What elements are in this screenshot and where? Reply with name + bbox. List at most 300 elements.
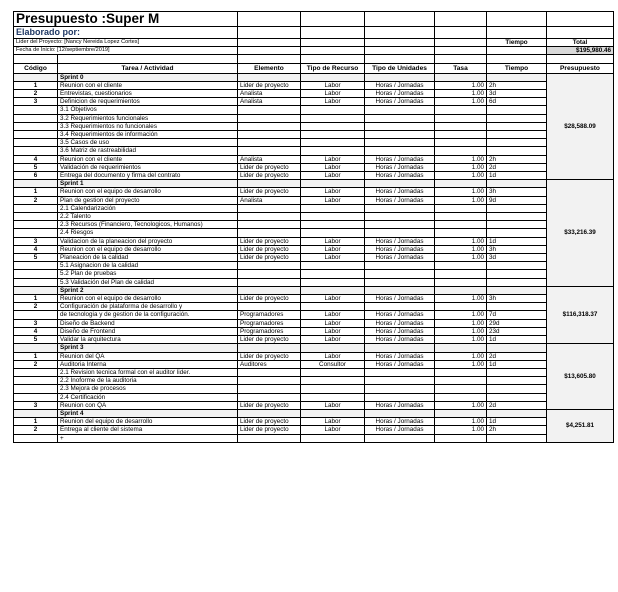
cell-tasa: 1.00: [435, 155, 487, 163]
cell-tipo-recurso: [301, 377, 365, 385]
cell-tarea: Validar la arquitectura: [58, 336, 238, 344]
cell-tarea: 3.4 Requerimientos de información: [58, 131, 238, 139]
cell-tipo-unidades: Horas / Jornadas: [365, 98, 435, 106]
table-row: [14, 221, 614, 229]
table-row: [14, 377, 614, 385]
cell-tarea: 2.2 Talento: [58, 213, 238, 221]
cell-tarea: Validación de requerimientos: [58, 163, 238, 171]
cell-codigo: 1: [14, 295, 58, 303]
cell-elemento: Lider de proyecto: [238, 172, 301, 180]
cell-codigo: [14, 106, 58, 114]
cell-tarea: Definicion de requerimientos: [58, 98, 238, 106]
cell-tasa: 1.00: [435, 163, 487, 171]
cell-tasa: 1.00: [435, 418, 487, 426]
fecha-row: [14, 47, 614, 55]
cell-tipo-recurso: Labor: [301, 336, 365, 344]
cell-tarea: 3.1 Objetivos: [58, 106, 238, 114]
cell-codigo: 2: [14, 426, 58, 434]
cell-tipo-recurso: Labor: [301, 172, 365, 180]
cell-tasa: 1.00: [435, 426, 487, 434]
cell-tasa: 1.00: [435, 172, 487, 180]
cell-tipo-recurso: [301, 393, 365, 401]
cell-tipo-unidades: [365, 122, 435, 130]
page-title: Presupuesto :Super M: [14, 12, 238, 27]
cell-elemento: [238, 213, 301, 221]
cell-codigo: [14, 122, 58, 130]
cell-elemento: [238, 139, 301, 147]
cell-tipo-recurso: Labor: [301, 90, 365, 98]
cell-tipo-unidades: [365, 278, 435, 286]
cell-tipo-recurso: Labor: [301, 327, 365, 335]
cell-tarea: Configuración de plataforma de desarrollo y: [58, 303, 238, 311]
cell-tarea: 2.3 Recursos (Financiero, Tecnologicos, Humanos): [58, 221, 238, 229]
table-row: [14, 336, 614, 344]
col-tipo-unidades: Tipo de Unidades: [365, 63, 435, 73]
cell-tasa: [435, 106, 487, 114]
cell-tiempo: [487, 221, 547, 229]
cell-tiempo: [487, 122, 547, 130]
cell-codigo: 3: [14, 237, 58, 245]
cell-tarea: Reunion con el equipo de desarrollo: [58, 188, 238, 196]
cell-codigo: 2: [14, 90, 58, 98]
cell-elemento: [238, 377, 301, 385]
cell-tipo-unidades: [365, 204, 435, 212]
col-elemento: Elemento: [238, 63, 301, 73]
title-row: [14, 12, 614, 27]
cell-codigo: [14, 262, 58, 270]
cell-tipo-recurso: [301, 106, 365, 114]
cell-elemento: [238, 147, 301, 155]
cell-codigo: 1: [14, 81, 58, 89]
cell-elemento: Auditores: [238, 360, 301, 368]
cell-tiempo: [487, 278, 547, 286]
cell-tiempo: 1d: [487, 172, 547, 180]
cell-tasa: 1.00: [435, 352, 487, 360]
cell-codigo: 4: [14, 245, 58, 253]
cell-elemento: Programadores: [238, 319, 301, 327]
cell-tipo-recurso: [301, 131, 365, 139]
cell-elemento: Programadores: [238, 311, 301, 319]
cell-tarea: Entrega al cliente del sistema: [58, 426, 238, 434]
cell-tasa: 1.00: [435, 254, 487, 262]
cell-tiempo: [487, 139, 547, 147]
cell-tasa: [435, 204, 487, 212]
cell-elemento: [238, 368, 301, 376]
cell-elemento: [238, 122, 301, 130]
cell-tipo-recurso: Labor: [301, 295, 365, 303]
cell-tipo-recurso: [301, 221, 365, 229]
cell-tiempo: 2h: [487, 155, 547, 163]
sprint-name: Sprint 2: [58, 286, 238, 294]
cell-tipo-unidades: [365, 393, 435, 401]
sprint-budget: $28,588.09: [547, 73, 614, 180]
sprint-header-row: [14, 180, 614, 188]
cell-codigo: [14, 139, 58, 147]
cell-tipo-unidades: Horas / Jornadas: [365, 188, 435, 196]
cell-tarea: +: [58, 434, 238, 442]
cell-tipo-unidades: [365, 434, 435, 442]
elaborado-label: Elaborado por:: [14, 27, 238, 39]
cell-tarea: 2.4 Certificación: [58, 393, 238, 401]
cell-elemento: [238, 270, 301, 278]
cell-codigo: 5: [14, 336, 58, 344]
cell-tiempo: [487, 377, 547, 385]
cell-tasa: [435, 262, 487, 270]
cell-tasa: [435, 213, 487, 221]
cell-tipo-unidades: [365, 114, 435, 122]
cell-tasa: 1.00: [435, 90, 487, 98]
cell-tipo-unidades: Horas / Jornadas: [365, 237, 435, 245]
cell-tasa: 1.00: [435, 295, 487, 303]
cell-tipo-recurso: [301, 278, 365, 286]
table-row: [14, 278, 614, 286]
cell-codigo: 3: [14, 319, 58, 327]
table-row: [14, 155, 614, 163]
cell-tipo-unidades: Horas / Jornadas: [365, 327, 435, 335]
cell-elemento: [238, 106, 301, 114]
cell-tasa: [435, 229, 487, 237]
cell-tarea: 2.3 Mejora de procesos: [58, 385, 238, 393]
cell-tiempo: 3h: [487, 245, 547, 253]
cell-codigo: 5: [14, 163, 58, 171]
cell-tipo-unidades: Horas / Jornadas: [365, 352, 435, 360]
cell-elemento: [238, 221, 301, 229]
table-row: [14, 147, 614, 155]
cell-tipo-recurso: Labor: [301, 163, 365, 171]
table-row: [14, 393, 614, 401]
cell-elemento: Lider de proyecto: [238, 401, 301, 409]
table-row: [14, 188, 614, 196]
cell-tiempo: 2d: [487, 163, 547, 171]
cell-tipo-unidades: Horas / Jornadas: [365, 319, 435, 327]
table-row: [14, 114, 614, 122]
sprint-name: Sprint 0: [58, 73, 238, 81]
cell-tipo-unidades: Horas / Jornadas: [365, 401, 435, 409]
budget-sheet: [13, 11, 613, 443]
cell-tarea: 2.4 Riesgos: [58, 229, 238, 237]
table-row: [14, 360, 614, 368]
cell-codigo: [14, 204, 58, 212]
cell-elemento: [238, 262, 301, 270]
cell-tipo-unidades: [365, 270, 435, 278]
cell-codigo: [14, 393, 58, 401]
cell-tiempo: [487, 106, 547, 114]
cell-elemento: Lider de proyecto: [238, 418, 301, 426]
cell-tarea: Reunion del equipo de desarrollo: [58, 418, 238, 426]
cell-tipo-recurso: Labor: [301, 319, 365, 327]
cell-tasa: [435, 131, 487, 139]
cell-elemento: Analista: [238, 98, 301, 106]
cell-tipo-unidades: [365, 106, 435, 114]
cell-codigo: [14, 385, 58, 393]
cell-tiempo: 3d: [487, 254, 547, 262]
cell-elemento: [238, 131, 301, 139]
cell-tasa: [435, 122, 487, 130]
cell-elemento: Analista: [238, 196, 301, 204]
cell-codigo: 1: [14, 418, 58, 426]
cell-elemento: Lider de proyecto: [238, 254, 301, 262]
cell-tasa: [435, 147, 487, 155]
table-row: [14, 81, 614, 89]
sprint-name: Sprint 4: [58, 409, 238, 417]
cell-elemento: [238, 393, 301, 401]
cell-tipo-unidades: Horas / Jornadas: [365, 426, 435, 434]
cell-elemento: Lider de proyecto: [238, 188, 301, 196]
cell-tipo-unidades: Horas / Jornadas: [365, 196, 435, 204]
table-row: [14, 327, 614, 335]
table-row: [14, 196, 614, 204]
cell-tipo-recurso: [301, 229, 365, 237]
cell-tiempo: 29d: [487, 319, 547, 327]
cell-tipo-unidades: [365, 377, 435, 385]
sprint-budget: $13,605.80: [547, 344, 614, 410]
column-header-row: [14, 63, 614, 73]
cell-tiempo: 2d: [487, 401, 547, 409]
cell-tipo-unidades: [365, 147, 435, 155]
table-row: [14, 319, 614, 327]
cell-tiempo: 9d: [487, 196, 547, 204]
cell-tiempo: [487, 147, 547, 155]
cell-tipo-unidades: [365, 221, 435, 229]
table-row: [14, 237, 614, 245]
cell-elemento: [238, 278, 301, 286]
cell-codigo: 1: [14, 188, 58, 196]
fecha-inicio: Fecha de Inicio: [12/septiembre/2019]: [14, 47, 238, 55]
table-row: [14, 204, 614, 212]
cell-tiempo: [487, 368, 547, 376]
cell-tasa: [435, 278, 487, 286]
cell-codigo: [14, 278, 58, 286]
cell-tasa: [435, 221, 487, 229]
cell-tarea: de tecnologia y de gestion de la configuración.: [58, 311, 238, 319]
cell-tiempo: [487, 131, 547, 139]
col-codigo: Código: [14, 63, 58, 73]
cell-tarea: 3.2 Requerimientos funcionales: [58, 114, 238, 122]
cell-tarea: Diseño de Frontend: [58, 327, 238, 335]
cell-tipo-recurso: Labor: [301, 98, 365, 106]
cell-codigo: 3: [14, 401, 58, 409]
cell-codigo: 4: [14, 155, 58, 163]
cell-tarea: Reunion con el equipo de desarrollo: [58, 295, 238, 303]
lider-proyecto: Lider del Proyecto: [Nancy Nereida Lopez Cortes]: [14, 39, 238, 47]
cell-tiempo: [487, 270, 547, 278]
cell-tipo-recurso: [301, 147, 365, 155]
cell-tipo-unidades: Horas / Jornadas: [365, 418, 435, 426]
cell-tasa: [435, 139, 487, 147]
spacer-row: [14, 55, 614, 63]
cell-tasa: [435, 368, 487, 376]
cell-tiempo: 1d: [487, 336, 547, 344]
table-row: [14, 352, 614, 360]
sprint-header-row: [14, 73, 614, 81]
tiempo-label: Tiempo: [487, 39, 547, 47]
cell-tarea: Reunion con el cliente: [58, 155, 238, 163]
cell-tiempo: 2h: [487, 81, 547, 89]
cell-elemento: Analista: [238, 155, 301, 163]
col-tasa: Tasa: [435, 63, 487, 73]
cell-tipo-recurso: [301, 204, 365, 212]
cell-tarea: 5.1 Asignacion de la calidad: [58, 262, 238, 270]
cell-tipo-recurso: Labor: [301, 401, 365, 409]
sprint-budget: $116,318.37: [547, 286, 614, 343]
budget-table: [13, 11, 614, 443]
cell-elemento: Lider de proyecto: [238, 245, 301, 253]
cell-tarea: Reunion con el equipo de desarrollo: [58, 245, 238, 253]
cell-tarea: Plan de gestion del proyecto: [58, 196, 238, 204]
cell-tiempo: 3d: [487, 90, 547, 98]
cell-tiempo: [487, 303, 547, 311]
cell-codigo: 2: [14, 360, 58, 368]
cell-codigo: [14, 434, 58, 442]
cell-elemento: Analista: [238, 90, 301, 98]
cell-tiempo: 1d: [487, 418, 547, 426]
cell-tarea: Entrevistas, cuestionarios: [58, 90, 238, 98]
cell-tarea: Reunion con el cliente: [58, 81, 238, 89]
sprint-name: Sprint 1: [58, 180, 238, 188]
cell-tipo-recurso: [301, 262, 365, 270]
table-row: [14, 131, 614, 139]
cell-tarea: Reunion del QA: [58, 352, 238, 360]
cell-elemento: [238, 385, 301, 393]
cell-tiempo: 3h: [487, 188, 547, 196]
cell-tipo-unidades: [365, 385, 435, 393]
cell-tarea: Reunion con QA: [58, 401, 238, 409]
cell-elemento: Lider de proyecto: [238, 81, 301, 89]
cell-tipo-recurso: Labor: [301, 245, 365, 253]
sprint-budget: $4,251.81: [547, 409, 614, 442]
cell-tipo-recurso: [301, 303, 365, 311]
cell-elemento: Programadores: [238, 327, 301, 335]
cell-tasa: 1.00: [435, 360, 487, 368]
cell-tipo-recurso: Labor: [301, 311, 365, 319]
cell-tasa: 1.00: [435, 196, 487, 204]
cell-tipo-recurso: [301, 114, 365, 122]
cell-tarea: 3.6 Matriz de rastreabilidad: [58, 147, 238, 155]
cell-tipo-recurso: [301, 139, 365, 147]
cell-tiempo: [487, 204, 547, 212]
cell-tipo-unidades: [365, 131, 435, 139]
cell-tarea: Diseño de Backend: [58, 319, 238, 327]
cell-tasa: [435, 377, 487, 385]
cell-tipo-recurso: Labor: [301, 155, 365, 163]
cell-tipo-unidades: Horas / Jornadas: [365, 172, 435, 180]
cell-tiempo: [487, 114, 547, 122]
cell-codigo: 1: [14, 352, 58, 360]
cell-tipo-recurso: [301, 213, 365, 221]
total-label: Total: [547, 39, 614, 47]
cell-tasa: 1.00: [435, 319, 487, 327]
cell-tipo-recurso: [301, 385, 365, 393]
table-row: [14, 295, 614, 303]
cell-tiempo: 1d: [487, 360, 547, 368]
col-tipo-recurso: Tipo de Recurso: [301, 63, 365, 73]
table-row: [14, 434, 614, 442]
cell-tiempo: 3h: [487, 295, 547, 303]
cell-tasa: 1.00: [435, 311, 487, 319]
cell-codigo: [14, 377, 58, 385]
cell-elemento: [238, 229, 301, 237]
table-row: [14, 172, 614, 180]
table-row: [14, 106, 614, 114]
cell-tarea: 3.3 Requerimientos no funcionales: [58, 122, 238, 130]
table-row: [14, 229, 614, 237]
cell-tasa: [435, 434, 487, 442]
cell-tipo-unidades: [365, 303, 435, 311]
cell-tipo-unidades: [365, 262, 435, 270]
cell-tipo-unidades: Horas / Jornadas: [365, 163, 435, 171]
cell-tarea: Validacion de la planeacion del proyecto: [58, 237, 238, 245]
elaborado-row: [14, 27, 614, 39]
cell-tiempo: 23d: [487, 327, 547, 335]
cell-tipo-unidades: Horas / Jornadas: [365, 254, 435, 262]
cell-tiempo: [487, 262, 547, 270]
table-row: [14, 163, 614, 171]
cell-tipo-unidades: Horas / Jornadas: [365, 360, 435, 368]
cell-elemento: Lider de proyecto: [238, 163, 301, 171]
cell-tasa: [435, 114, 487, 122]
table-row: [14, 311, 614, 319]
table-row: [14, 418, 614, 426]
sprint-name: Sprint 3: [58, 344, 238, 352]
table-row: [14, 401, 614, 409]
cell-tasa: 1.00: [435, 98, 487, 106]
cell-tipo-unidades: Horas / Jornadas: [365, 295, 435, 303]
cell-codigo: [14, 229, 58, 237]
table-row: [14, 262, 614, 270]
cell-tiempo: [487, 434, 547, 442]
cell-tipo-unidades: [365, 213, 435, 221]
cell-codigo: [14, 270, 58, 278]
cell-tipo-recurso: [301, 270, 365, 278]
cell-tipo-recurso: [301, 122, 365, 130]
cell-tiempo: [487, 229, 547, 237]
cell-codigo: 2: [14, 303, 58, 311]
cell-elemento: [238, 114, 301, 122]
cell-codigo: [14, 114, 58, 122]
cell-tarea: 2.1 Calendarización: [58, 204, 238, 212]
cell-codigo: 5: [14, 254, 58, 262]
cell-tipo-recurso: Labor: [301, 237, 365, 245]
cell-tasa: 1.00: [435, 327, 487, 335]
cell-tipo-recurso: Consultor: [301, 360, 365, 368]
cell-tipo-unidades: [365, 368, 435, 376]
cell-tasa: [435, 303, 487, 311]
cell-tipo-unidades: [365, 229, 435, 237]
cell-tipo-recurso: Labor: [301, 426, 365, 434]
cell-tiempo: 6d: [487, 98, 547, 106]
cell-codigo: 4: [14, 327, 58, 335]
cell-codigo: [14, 131, 58, 139]
sprint-header-row: [14, 344, 614, 352]
cell-codigo: [14, 221, 58, 229]
cell-codigo: [14, 311, 58, 319]
cell-tiempo: [487, 385, 547, 393]
cell-tipo-unidades: Horas / Jornadas: [365, 90, 435, 98]
cell-codigo: 2: [14, 196, 58, 204]
cell-elemento: [238, 434, 301, 442]
cell-tiempo: 2d: [487, 352, 547, 360]
cell-tasa: [435, 393, 487, 401]
cell-tasa: 1.00: [435, 401, 487, 409]
cell-elemento: Lider de proyecto: [238, 237, 301, 245]
table-row: [14, 122, 614, 130]
table-row: [14, 368, 614, 376]
cell-tasa: [435, 270, 487, 278]
cell-tasa: 1.00: [435, 188, 487, 196]
cell-tiempo: 1d: [487, 237, 547, 245]
cell-tarea: 2.2 Inoforme de la auditoria: [58, 377, 238, 385]
table-row: [14, 254, 614, 262]
